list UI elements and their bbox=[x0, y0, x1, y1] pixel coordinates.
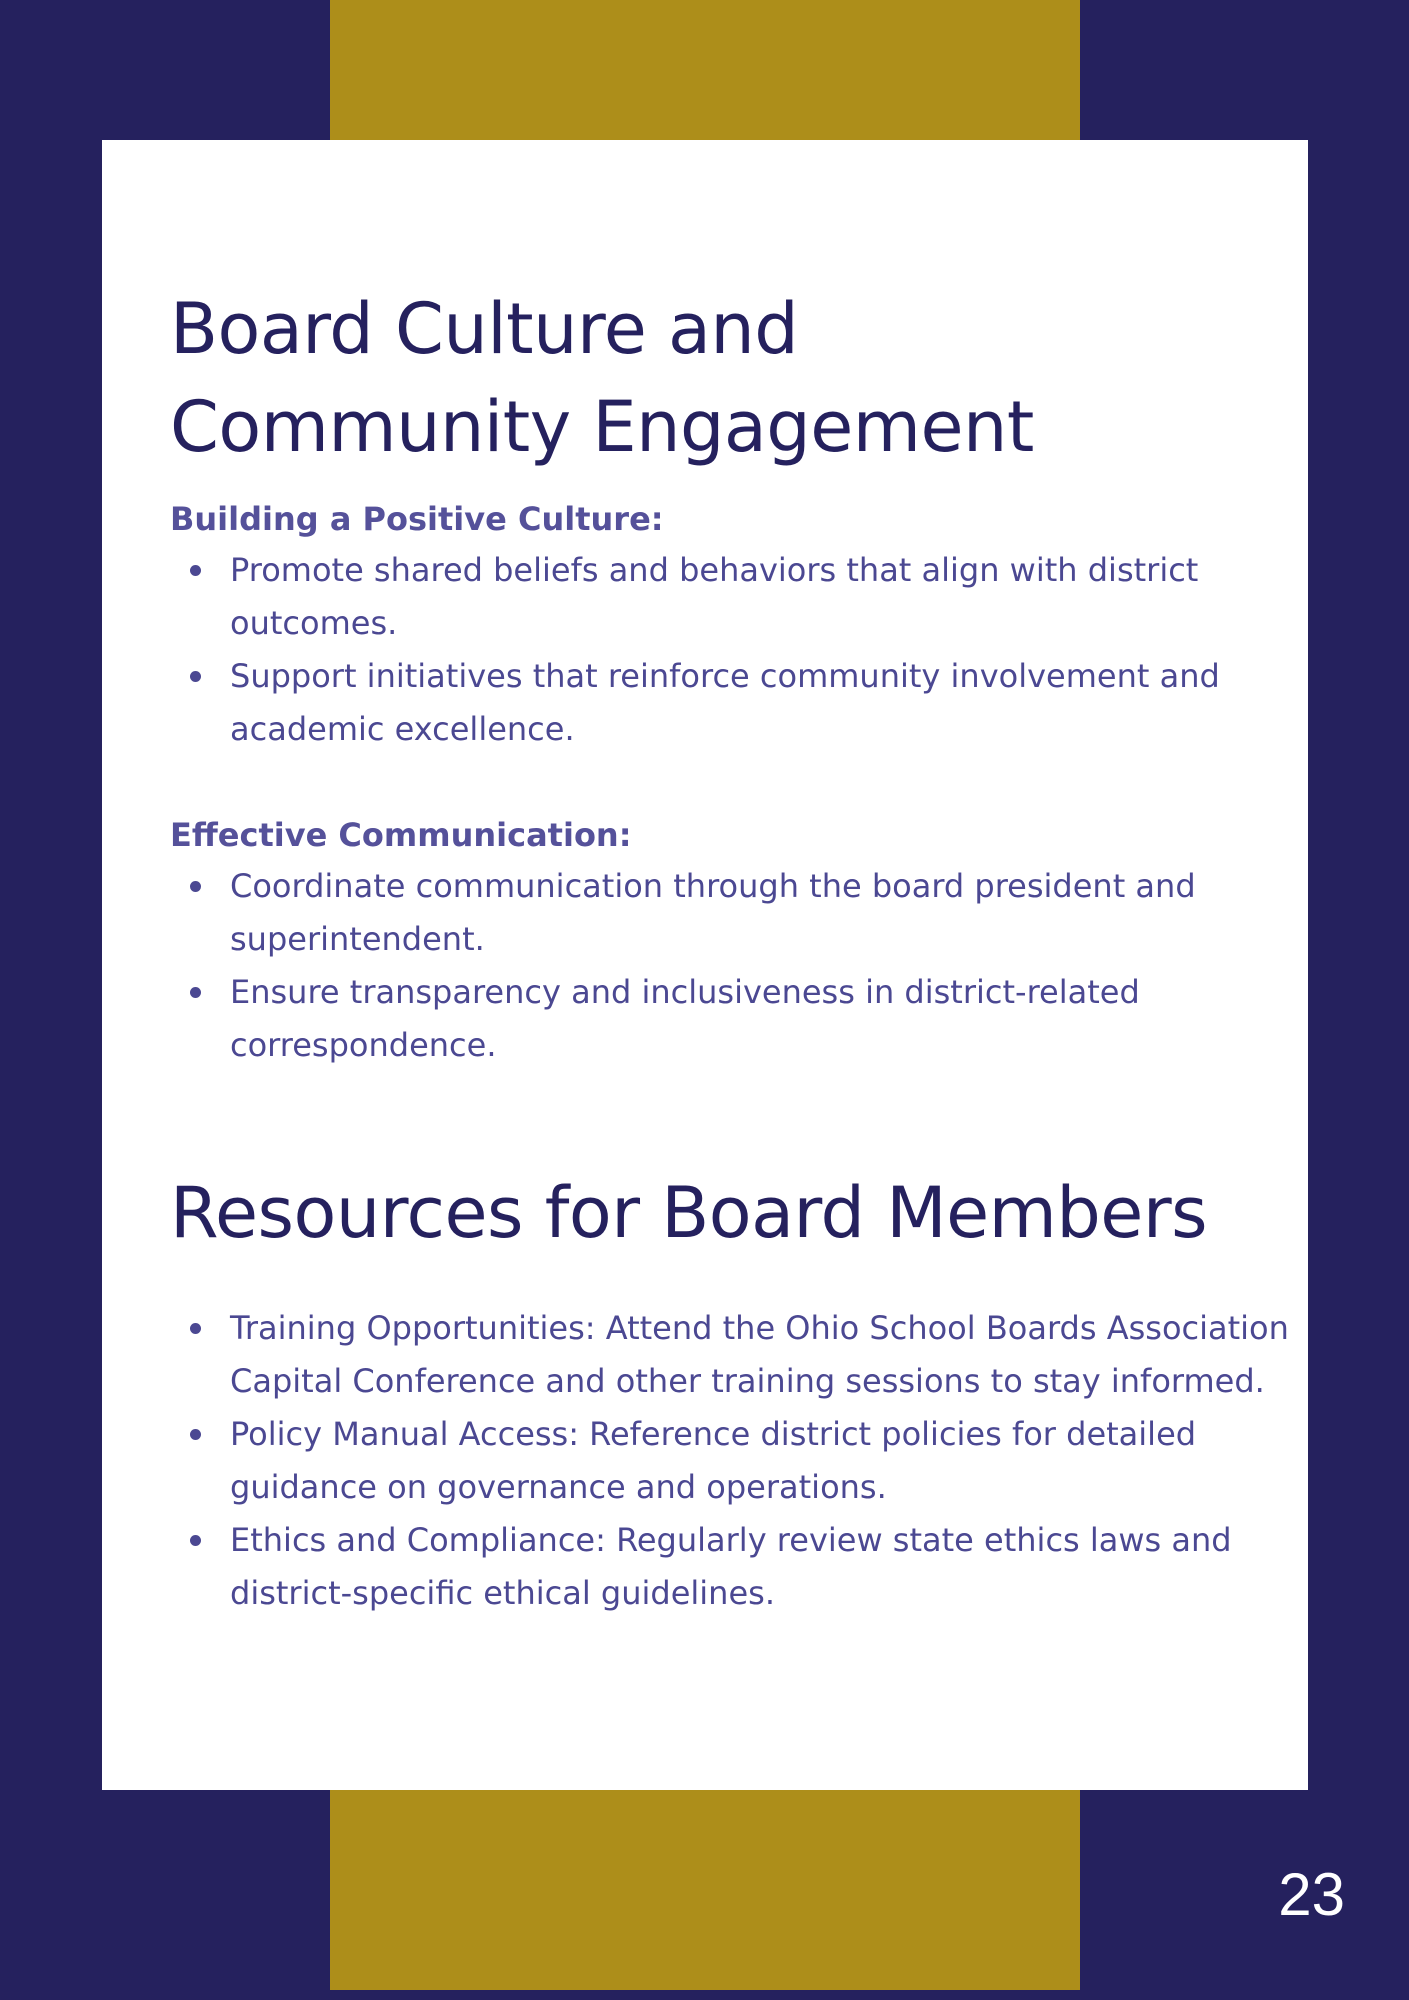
list-item: Policy Manual Access: Reference district policies for detailed guidance on governance and operations. bbox=[170, 1408, 1290, 1514]
bottom-gold-stripe bbox=[330, 1785, 1080, 1990]
section-title-resources: Resources for Board Members bbox=[170, 1172, 1208, 1254]
title-line-1: Board Culture and bbox=[170, 288, 799, 370]
spacer bbox=[170, 756, 1290, 810]
section-title-board-culture bbox=[170, 280, 1290, 476]
list-item: Training Opportunities: Attend the Ohio School Boards Association Capital Conference and other training sessions to stay informed. bbox=[170, 1302, 1290, 1408]
subheading-effective-communication: Effective Communication: bbox=[170, 816, 632, 854]
bullet-list-effective-communication bbox=[170, 860, 1290, 1072]
title-line-2: Community Engagement bbox=[170, 386, 1034, 468]
card-content bbox=[170, 280, 1290, 1620]
list-item: Ensure transparency and inclusiveness in district-related correspondence. bbox=[170, 966, 1290, 1072]
page-number: 23 bbox=[1278, 1861, 1345, 1928]
bullet-list-positive-culture bbox=[170, 544, 1290, 756]
list-item: Coordinate communication through the board president and superintendent. bbox=[170, 860, 1290, 966]
bullet-list-resources bbox=[170, 1302, 1290, 1620]
list-item: Ethics and Compliance: Regularly review state ethics laws and district-specific ethical guidelines. bbox=[170, 1514, 1290, 1620]
top-gold-stripe bbox=[330, 0, 1080, 145]
list-item: Promote shared beliefs and behaviors that align with district outcomes. bbox=[170, 544, 1290, 650]
group-effective-communication bbox=[170, 810, 1290, 1072]
group-positive-culture bbox=[170, 494, 1290, 756]
subheading-positive-culture: Building a Positive Culture: bbox=[170, 500, 664, 538]
content-card bbox=[102, 140, 1308, 1790]
list-item: Support initiatives that reinforce community involvement and academic excellence. bbox=[170, 650, 1290, 756]
